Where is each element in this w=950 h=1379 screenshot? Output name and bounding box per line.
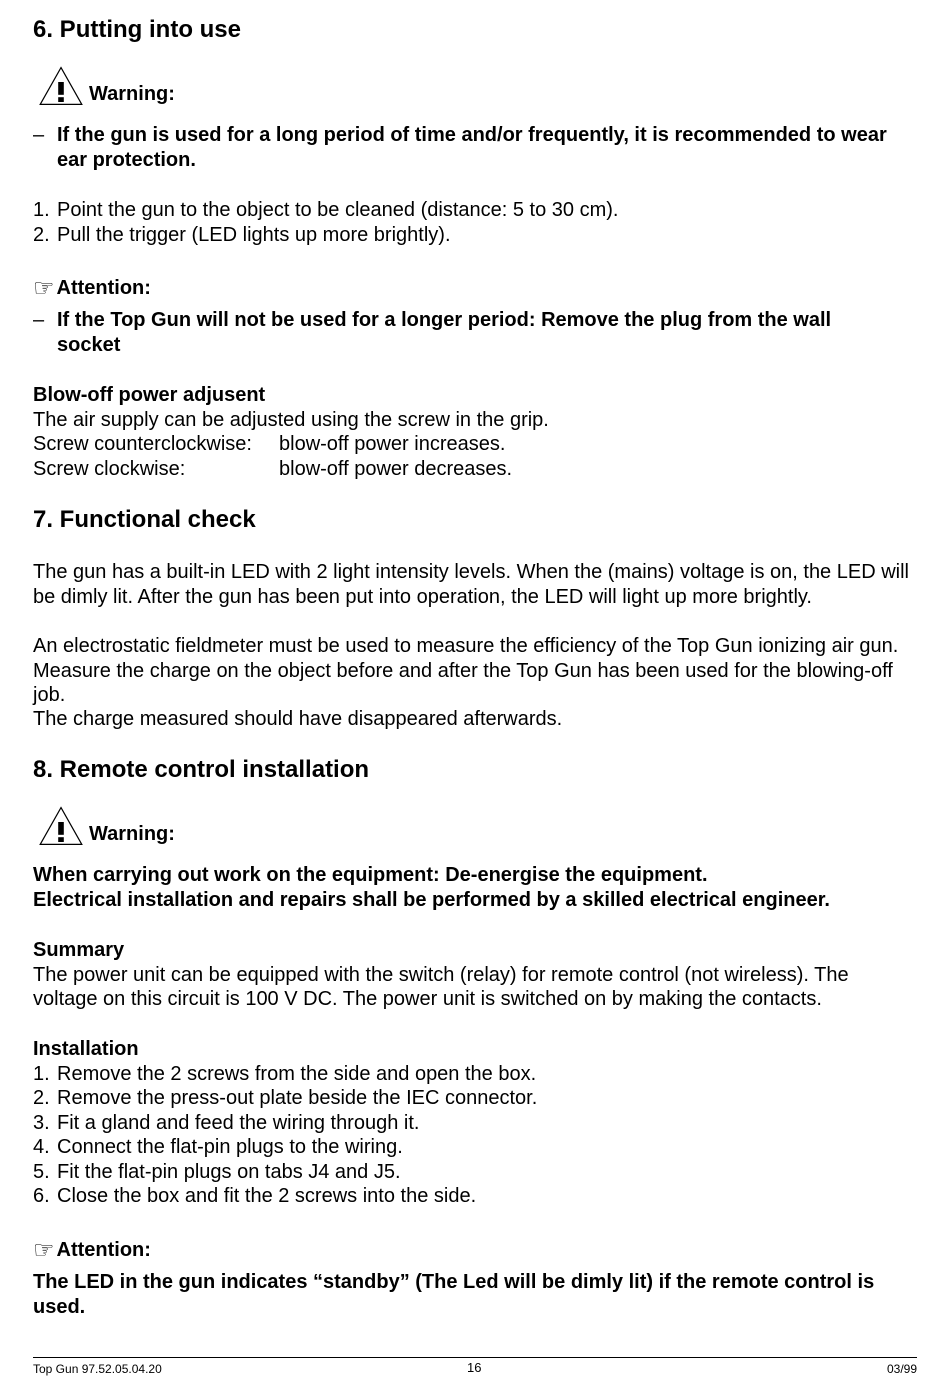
attention-block-2 — [33, 1238, 151, 1263]
attention-text: If the Top Gun will not be used for a longer period: Remove the plug from the wall socket — [57, 309, 832, 356]
pointing-hand-icon: ☞ — [33, 1236, 55, 1264]
list-text: Remove the 2 screws from the side and open the box. — [57, 1062, 537, 1085]
list-number: 2. — [33, 1087, 50, 1109]
warning-text: If the gun is used for a long period of time and/or frequently, it is recommended to wear ear protection. — [57, 124, 887, 171]
pointing-hand-icon: ☞ — [33, 274, 55, 302]
list-number: 1. — [33, 1062, 50, 1085]
adjust-value: blow-off power decreases. — [279, 457, 513, 480]
list-item — [33, 1135, 537, 1160]
list-number: 4. — [33, 1136, 50, 1158]
warning-item — [33, 123, 893, 172]
list-number: 3. — [33, 1111, 50, 1134]
list-item — [33, 1160, 537, 1185]
footer-date: 03/99 — [886, 1362, 917, 1376]
list-text: Remove the press-out plate beside the IEC connector. — [57, 1087, 538, 1109]
paragraph: The charge measured should have disappeared afterwards. — [33, 708, 563, 730]
footer-doc-id: Top Gun 97.52.05.04.20 — [33, 1362, 162, 1376]
warning-triangle-icon — [33, 806, 89, 846]
dash-bullet: – — [33, 124, 45, 146]
warning-text-block — [33, 863, 830, 912]
list-item — [33, 1062, 537, 1087]
adjust-row — [33, 432, 549, 457]
list-item — [33, 1111, 537, 1136]
list-text: Pull the trigger (LED lights up more brightly). — [57, 223, 451, 246]
list-item — [33, 1086, 537, 1111]
attention-text: The LED in the gun indicates “standby” (The Led will be dimly lit) if the remote control is used. — [33, 1271, 875, 1318]
section-7-heading: 7. Functional check — [33, 506, 256, 533]
installation-block — [33, 1037, 537, 1209]
blowoff-block — [33, 383, 549, 481]
adjust-label: Screw counterclockwise: — [33, 433, 252, 455]
warning-label: Warning: — [89, 82, 175, 105]
list-item — [33, 198, 618, 223]
warning-label: Warning: — [89, 822, 175, 845]
adjust-row — [33, 457, 549, 482]
attention-label: Attention: — [56, 277, 151, 299]
subheading: Summary — [33, 939, 125, 961]
list-number: 1. — [33, 199, 50, 221]
attention-item — [33, 308, 893, 357]
paragraph: The gun has a built-in LED with 2 light intensity levels. When the (mains) voltage is on, the LED will be dimly lit. After the gun has been put into operation, the LED will light up more brightly. — [33, 561, 909, 608]
list-text: Point the gun to the object to be cleaned (distance: 5 to 30 cm). — [57, 199, 619, 221]
subheading: Installation — [33, 1038, 139, 1060]
warning-line: When carrying out work on the equipment: De-energise the equipment. — [33, 864, 708, 886]
attention-label: Attention: — [56, 1239, 151, 1261]
section-6-heading: 6. Putting into use — [33, 16, 241, 43]
paragraph: The power unit can be equipped with the switch (relay) for remote control (not wireless). The voltage on this circuit is 100 V DC. The power unit is switched on by making the contacts. — [33, 963, 849, 1010]
attention-block-1 — [33, 276, 151, 301]
subheading: Blow-off power adjusent — [33, 384, 266, 406]
warning-block-1 — [33, 66, 175, 106]
list-number: 5. — [33, 1160, 50, 1183]
adjust-label: Screw clockwise: — [33, 457, 186, 480]
warning-triangle-icon — [33, 66, 89, 106]
list-text: Connect the flat-pin plugs to the wiring. — [57, 1136, 403, 1158]
list-item — [33, 223, 618, 248]
page-footer — [33, 1357, 917, 1376]
list-number: 6. — [33, 1185, 50, 1207]
dash-bullet: – — [33, 309, 45, 331]
section-8-heading: 8. Remote control installation — [33, 756, 370, 783]
paragraph: The air supply can be adjusted using the screw in the grip. — [33, 408, 549, 431]
list-number: 2. — [33, 223, 50, 246]
warning-line: Electrical installation and repairs shall be performed by a skilled electrical engineer. — [33, 888, 830, 911]
warning-block-2 — [33, 806, 175, 846]
steps-list — [33, 198, 618, 247]
page-number: 16 — [467, 1360, 482, 1375]
list-text: Fit a gland and feed the wiring through it. — [57, 1111, 420, 1134]
list-item — [33, 1184, 537, 1209]
paragraph: An electrostatic fieldmeter must be used to measure the efficiency of the Top Gun ionizing air gun. Measure the charge on the object before and after the Top Gun has been used for the blowing-off job. — [33, 635, 899, 706]
list-text: Fit the flat-pin plugs on tabs J4 and J5. — [57, 1160, 401, 1183]
summary-block — [33, 938, 913, 1012]
adjust-value: blow-off power increases. — [279, 433, 506, 455]
list-text: Close the box and fit the 2 screws into the side. — [57, 1185, 477, 1207]
